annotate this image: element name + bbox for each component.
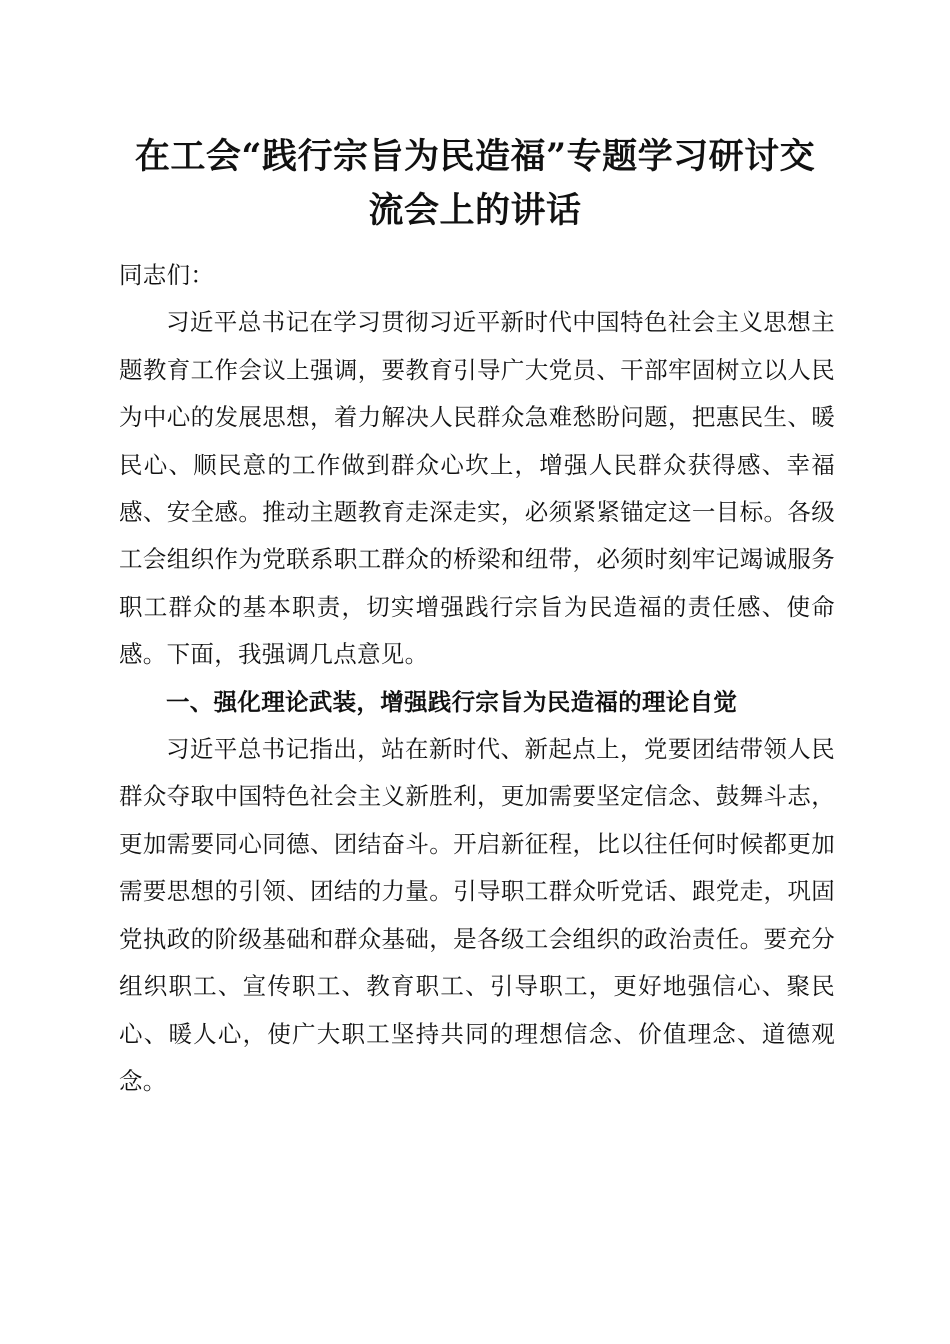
paragraph-intro: 习近平总书记在学习贯彻习近平新时代中国特色社会主义思想主题教育工作会议上强调，要教育引导广大党员、干部牢固树立以人民为中心的发展思想，着力解决人民群众急难愁盼问题，把惠民生、暖民心、顺民意的工作做到群众心坎上，增强人民群众获得感、幸福感、安全感。推动主题教育走深走实，必须紧紧锚定这一目标。各级工会组织作为党联系职工群众的桥梁和纽带，必须时刻牢记竭诚服务职工群众的基本职责，切实增强践行宗旨为民造福的责任感、使命感。下面，我强调几点意见。: [119, 308, 835, 669]
title-line-1: 在工会“践行宗旨为民造福”专题学习研讨交: [134, 136, 816, 177]
section-heading-1: 一、强化理论武装，增强践行宗旨为民造福的理论自觉: [166, 687, 738, 716]
paragraph-section-1: 习近平总书记指出，站在新时代、新起点上，党要团结带领人民群众夺取中国特色社会主义新胜利，更加需要坚定信念、鼓舞斗志，更加需要同心同德、团结奋斗。开启新征程，比以往任何时候都更加需要思想的引领、团结的力量。引导职工群众听党话、跟党走，巩固党执政的阶级基础和群众基础，是各级工会组织的政治责任。要充分组织职工、宣传职工、教育职工、引导职工，更好地强信心、聚民心、暖人心，使广大职工坚持共同的理想信念、价值理念、道德观念。: [119, 735, 835, 1095]
document-title: [100, 130, 850, 238]
document-body: [119, 252, 835, 1105]
title-line-2: 流会上的讲话: [368, 190, 582, 231]
salutation: 同志们：: [119, 261, 215, 289]
